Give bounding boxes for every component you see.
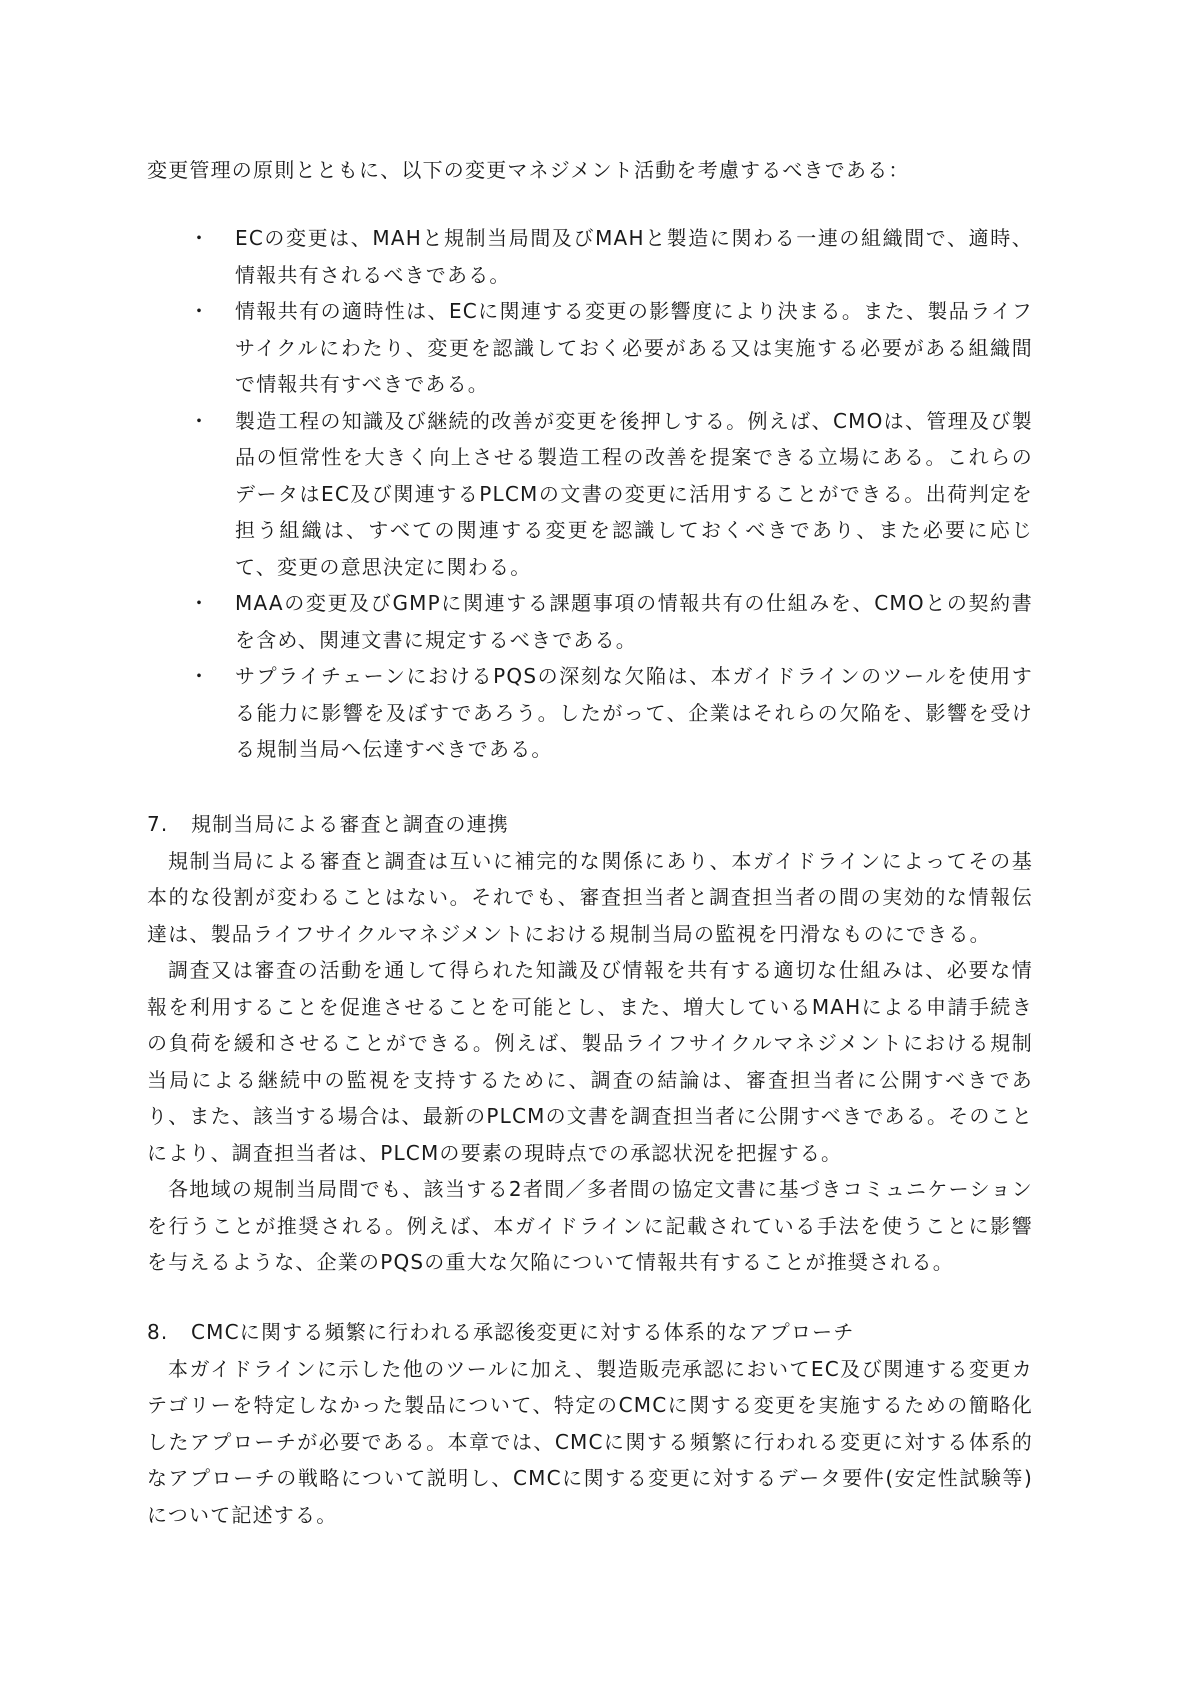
list-item (147, 658, 1033, 768)
list-item-text: 製造工程の知識及び継続的改善が変更を後押しする。例えば、CMOは、管理及び製品の恒常性を大きく向上させる製造工程の改善を提案できる立場にある。これらのデータはEC及び関連するPLCMの文書の変更に活用することができる。出荷判定を担う組織は、すべての関連する変更を認識しておくべきであり、また必要に応じて、変更の意思決定に関わる。 (235, 408, 1033, 579)
list-item (147, 403, 1033, 586)
bullet-icon: ・ (189, 408, 211, 433)
bullet-icon: ・ (189, 591, 211, 615)
section-8-title: CMCに関する頻繁に行われる承認後変更に対する体系的なアプローチ (191, 1320, 855, 1344)
list-item (147, 585, 1033, 658)
bullet-icon: ・ (189, 299, 211, 323)
list-item-text: サプライチェーンにおけるPQSの深刻な欠陥は、本ガイドラインのツールを使用する能力に影響を及ぼすであろう。したがって、企業はそれらの欠陥を、影響を受ける規制当局へ伝達すべきである。 (235, 664, 1033, 761)
section-7-paragraph-3: 各地域の規制当局間でも、該当する2者間／多者間の協定文書に基づきコミュニケーションを行うことが推奨される。例えば、本ガイドラインに記載されている手法を使うことに影響を与えるような、企業のPQSの重大な欠陥について情報共有することが推奨される。 (147, 1177, 1033, 1274)
list-item-text: ECの変更は、MAHと規制当局間及びMAHと製造に関わる一連の組織間で、適時、情報共有されるべきである。 (235, 226, 1033, 287)
list-item (147, 293, 1033, 403)
section-7-title: 規制当局による審査と調査の連携 (191, 812, 509, 836)
section-7-paragraph-1: 規制当局による審査と調査は互いに補完的な関係にあり、本ガイドラインによってその基本的な役割が変わることはない。それでも、審査担当者と調査担当者の間の実効的な情報伝達は、製品ライフサイクルマネジメントにおける規制当局の監視を円滑なものにできる。 (147, 848, 1033, 946)
list-item-text: 情報共有の適時性は、ECに関連する変更の影響度により決まる。また、製品ライフサイクルにわたり、変更を認識しておく必要がある又は実施する必要がある組織間で情報共有すべきである。 (235, 299, 1033, 396)
section-8 (147, 1314, 1033, 1533)
section-7-paragraph-2: 調査又は審査の活動を通して得られた知識及び情報を共有する適切な仕組みは、必要な情報を利用することを促進させることを可能とし、また、増大しているMAHによる申請手続きの負荷を緩和させることができる。例えば、製品ライフサイクルマネジメントにおける規制当局による継続中の監視を支持するために、調査の結論は、審査担当者に公開すべきであり、また、該当する場合は、最新のPLCMの文書を調査担当者に公開すべきである。そのことにより、調査担当者は、PLCMの要素の現時点での承認状況を把握する。 (147, 958, 1033, 1165)
section-8-heading (147, 1314, 1033, 1351)
bullet-list (147, 220, 1033, 768)
list-item (147, 220, 1033, 293)
section-8-number: 8. (147, 1320, 169, 1344)
section-8-paragraph-1: 本ガイドラインに示した他のツールに加え、製造販売承認においてEC及び関連する変更カテゴリーを特定しなかった製品について、特定のCMCに関する変更を実施するための簡略化したアプローチが必要である。本章では、CMCに関する頻繁に行われる変更に対する体系的なアプローチの戦略について説明し、CMCに関する変更に対するデータ要件(安定性試験等)について記述する。 (147, 1356, 1033, 1527)
list-item-text: MAAの変更及びGMPに関連する課題事項の情報共有の仕組みを、CMOとの契約書を含め、関連文書に規定するべきである。 (235, 591, 1033, 652)
section-7-heading (147, 806, 1033, 843)
section-7-number: 7. (147, 812, 169, 836)
bullet-icon: ・ (189, 664, 211, 688)
intro-paragraph: 変更管理の原則とともに、以下の変更マネジメント活動を考慮するべきである： (147, 158, 910, 182)
section-7 (147, 806, 1033, 1281)
bullet-icon: ・ (189, 226, 211, 250)
